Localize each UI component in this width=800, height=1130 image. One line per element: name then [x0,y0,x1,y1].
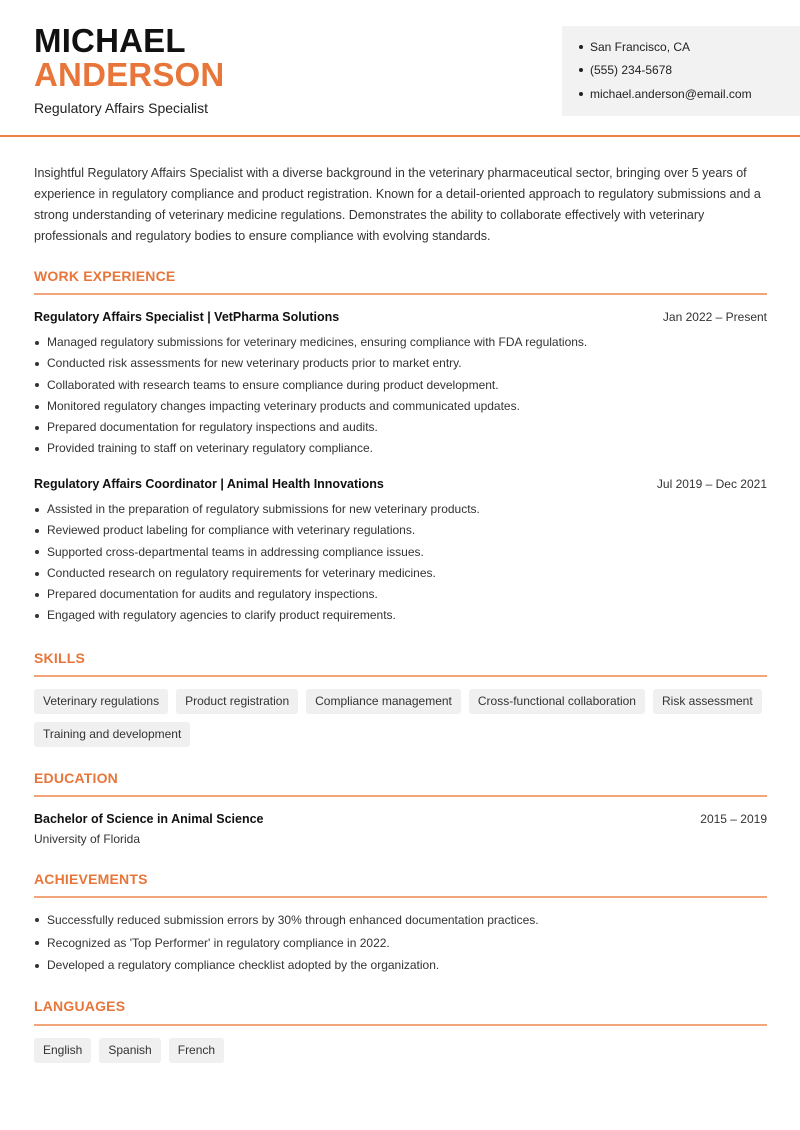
education-dates: 2015 – 2019 [700,812,767,826]
job-bullets [34,332,767,460]
achievements-list [34,909,767,977]
bullet-text: Reviewed product labeling for compliance with veterinary regulations. [47,523,416,538]
job-dates: Jul 2019 – Dec 2021 [656,477,767,491]
list-item [34,909,767,932]
bullet-icon [35,508,39,512]
bullet-icon [35,964,39,968]
job-header [34,310,767,324]
list-item [34,353,767,374]
skill-chip: Compliance management [306,689,461,714]
list-item [34,396,767,417]
section-title-education: EDUCATION [34,770,118,786]
list-item [34,520,767,541]
bullet-text: Prepared documentation for regulatory inspections and audits. [47,420,378,435]
list-item [34,954,767,977]
resume-header [0,0,800,137]
bullet-text: Developed a regulatory compliance checklist adopted by the organization. [47,958,440,973]
bullet-text: Conducted research on regulatory requirements for veterinary medicines. [47,565,436,580]
section-divider [34,896,767,898]
job-bullets [34,499,767,627]
list-item [34,932,767,955]
bullet-icon [35,593,39,597]
bullet-text: Provided training to staff on veterinary regulatory compliance. [47,441,373,456]
bullet-text: Engaged with regulatory agencies to clarify product requirements. [47,608,396,623]
bullet-icon [579,45,583,49]
skills-list [34,689,774,747]
contact-email [579,87,752,101]
first-name: MICHAEL [34,22,186,59]
location-text: San Francisco, CA [590,40,691,54]
section-title-work: WORK EXPERIENCE [34,268,176,284]
job-dates: Jan 2022 – Present [662,310,767,324]
bullet-text: Collaborated with research teams to ensure compliance during product development. [47,377,499,392]
bullet-icon [35,405,39,409]
bullet-text: Managed regulatory submissions for veterinary medicines, ensuring compliance with FDA regulations. [47,335,588,349]
last-name: ANDERSON [34,56,225,93]
list-item [34,332,767,353]
bullet-icon [35,341,39,345]
skill-chip: Product registration [176,689,298,714]
job-role: Regulatory Affairs Coordinator | Animal Health Innovations [34,477,384,491]
bullet-icon [35,383,39,387]
languages-list [34,1038,774,1063]
bullet-icon [35,550,39,554]
bullet-text: Supported cross-departmental teams in addressing compliance issues. [47,544,424,559]
job-header [34,477,767,491]
bullet-text: Monitored regulatory changes impacting veterinary products and communicated updates. [47,398,520,413]
bullet-icon [35,426,39,430]
list-item [34,605,767,626]
bullet-icon [579,92,583,96]
list-item [34,542,767,563]
summary-paragraph: Insightful Regulatory Affairs Specialist with a diverse background in the veterinary pharmaceutical sector, bringing over 5 years of experience in regulatory compliance and product registration. Known for a detail-oriented approach to regulatory submissions and a strong understanding of veterinary medicine regulations. Demonstrates the ability to collaborate effectively with veterinary professionals and regulatory bodies to ensure compliance with evolving standards. [34,166,761,243]
list-item [34,563,767,584]
section-divider [34,293,767,295]
skill-chip: Cross-functional collaboration [469,689,645,714]
section-title-skills: SKILLS [34,650,85,666]
contact-phone [579,63,672,77]
email-text: michael.anderson@email.com [590,87,752,101]
bullet-icon [35,614,39,618]
bullet-icon [35,447,39,451]
section-title-achievements: ACHIEVEMENTS [34,871,148,887]
contact-location [579,40,690,54]
bullet-icon [579,68,583,72]
language-chip: Spanish [99,1038,160,1063]
bullet-text: Prepared documentation for audits and regulatory inspections. [47,587,378,602]
section-divider [34,1024,767,1026]
bullet-icon [35,572,39,576]
bullet-icon [35,941,39,945]
school-name: University of Florida [34,832,141,846]
bullet-text: Successfully reduced submission errors by 30% through enhanced documentation practices. [47,913,539,927]
language-chip: French [169,1038,224,1063]
bullet-icon [35,362,39,366]
job-role: Regulatory Affairs Specialist | VetPharma Solutions [34,310,340,324]
bullet-text: Assisted in the preparation of regulatory submissions for new veterinary products. [47,502,480,516]
bullet-icon [35,529,39,533]
job-title: Regulatory Affairs Specialist [34,100,209,116]
section-divider [34,795,767,797]
section-divider [34,675,767,677]
bullet-text: Recognized as 'Top Performer' in regulatory compliance in 2022. [47,935,390,950]
list-item [34,438,767,459]
skill-chip: Training and development [34,722,190,747]
phone-text: (555) 234-5678 [590,63,673,77]
section-title-languages: LANGUAGES [34,998,126,1014]
bullet-text: Conducted risk assessments for new veterinary products prior to market entry. [47,356,462,371]
list-item [34,584,767,605]
skill-chip: Risk assessment [653,689,762,714]
list-item [34,499,767,520]
bullet-icon [35,918,39,922]
list-item [34,375,767,396]
skill-chip: Veterinary regulations [34,689,168,714]
contact-box [562,26,800,116]
list-item [34,417,767,438]
language-chip: English [34,1038,91,1063]
degree-title: Bachelor of Science in Animal Science [34,812,264,826]
